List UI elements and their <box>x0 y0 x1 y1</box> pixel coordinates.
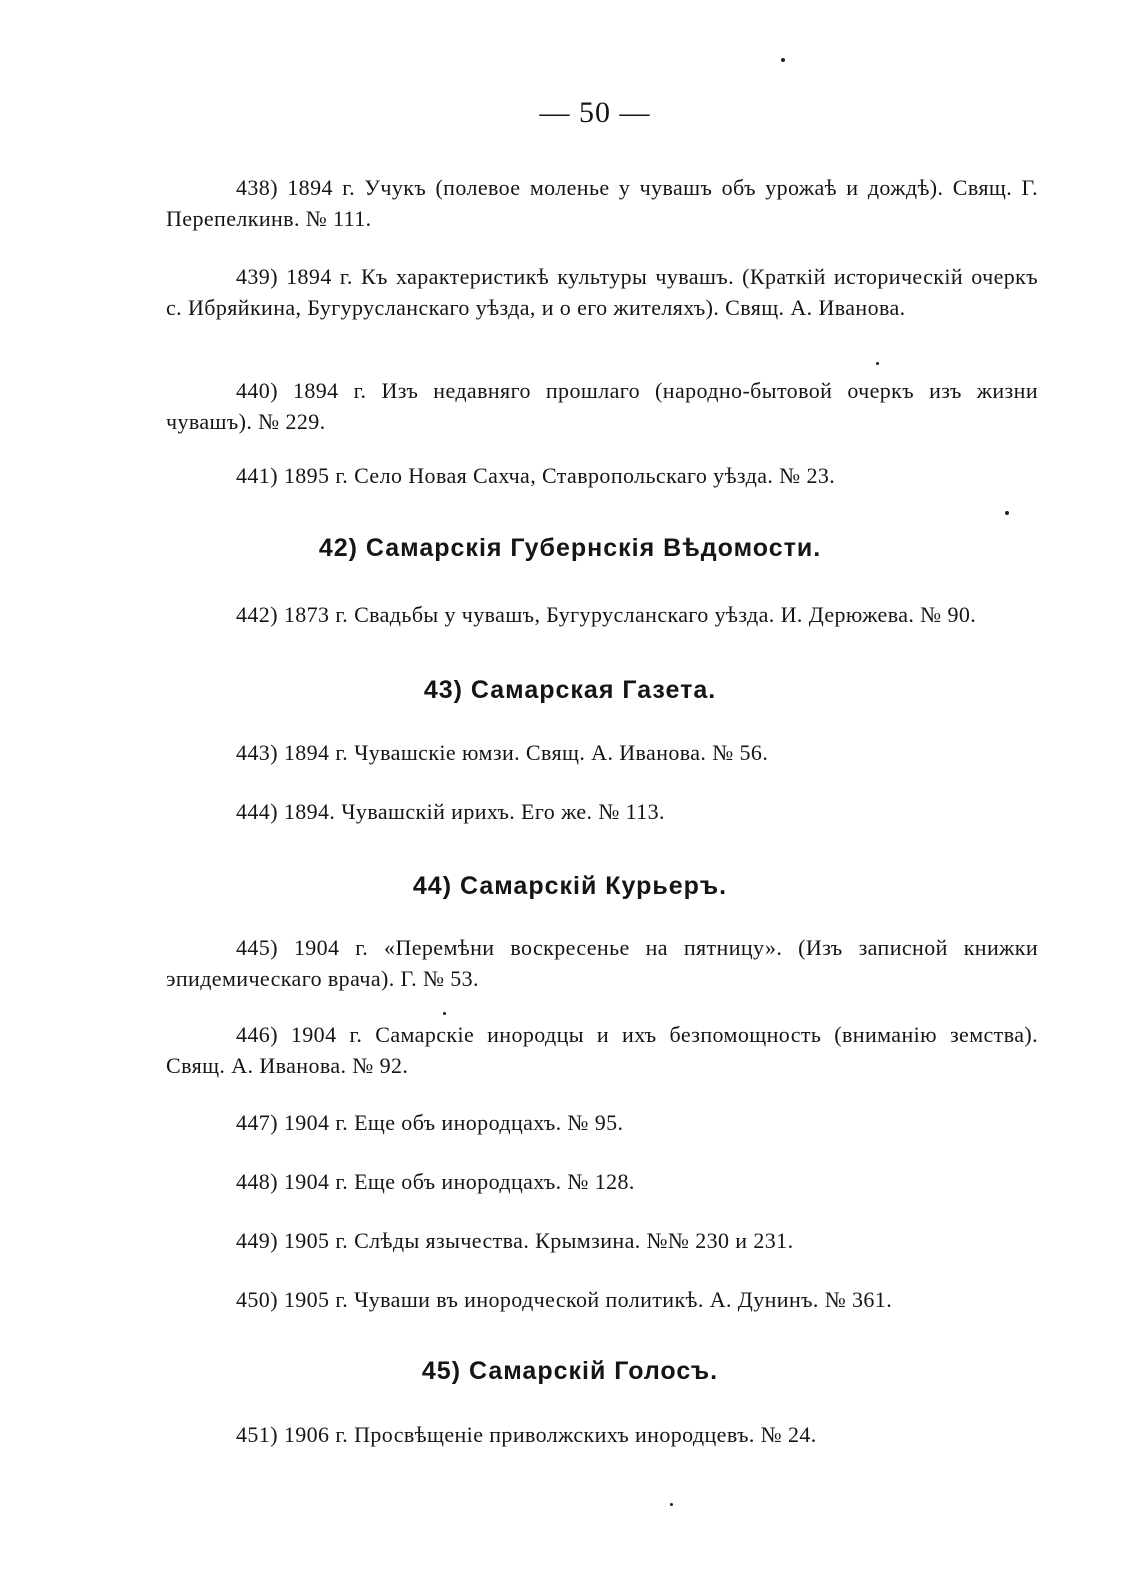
bibliography-entry-449: 449) 1905 г. Слѣды язычества. Крымзина. №№ 230 и 231. <box>236 1228 794 1253</box>
bibliography-entry-451: 451) 1906 г. Просвѣщеніе приволжскихъ инородцевъ. № 24. <box>236 1422 817 1447</box>
bibliography-entry-441: 441) 1895 г. Село Новая Сахча, Ставропольскаго уѣзда. № 23. <box>236 463 836 488</box>
section-heading-45: 45) Самарскій Голосъ. <box>421 1357 719 1385</box>
page-number: — 50 — <box>539 96 651 129</box>
bibliography-entry-445: 445) 1904 г. «Перемѣни воскресенье на пятницу». (Изъ записной книжки эпидемическаго врача). Г. № 53. <box>166 935 1038 991</box>
bibliography-entry-442: 442) 1873 г. Свадьбы у чувашъ, Бугурусланскаго уѣзда. И. Дерюжева. № 90. <box>236 602 977 627</box>
scan-speck <box>443 1012 446 1015</box>
bibliography-entry-447: 447) 1904 г. Еще объ инородцахъ. № 95. <box>236 1110 624 1135</box>
scan-speck <box>1005 511 1009 515</box>
bibliography-entry-450: 450) 1905 г. Чуваши въ инородческой политикѣ. А. Дунинъ. № 361. <box>236 1287 893 1312</box>
bibliography-entry-440: 440) 1894 г. Изъ недавняго прошлаго (народно-бытовой очеркъ изъ жизни чувашъ). № 229. <box>166 378 1038 434</box>
bibliography-entry-439: 439) 1894 г. Къ характеристикѣ культуры чувашъ. (Краткій историческій очеркъ с. Ибряйкина, Бугурусланскаго уѣзда, и о его жителяхъ). Свящ. А. Иванова. <box>166 264 1038 320</box>
section-heading-42: 42) Самарскія Губернскія Вѣдомости. <box>318 534 822 562</box>
bibliography-entry-446: 446) 1904 г. Самарскіе инородцы и ихъ безпомощность (вниманію земства). Свящ. А. Иванова. № 92. <box>166 1022 1038 1078</box>
bibliography-entry-443: 443) 1894 г. Чувашскіе юмзи. Свящ. А. Иванова. № 56. <box>236 740 769 765</box>
scan-speck <box>670 1503 673 1506</box>
section-heading-44: 44) Самарскій Курьеръ. <box>412 872 728 900</box>
bibliography-entry-448: 448) 1904 г. Еще объ инородцахъ. № 128. <box>236 1169 635 1194</box>
bibliography-entry-438: 438) 1894 г. Учукъ (полевое моленье у чувашъ объ урожаѣ и дождѣ). Свящ. Г. Перепелкинв. № 111. <box>166 175 1038 231</box>
section-heading-43: 43) Самарская Газета. <box>423 676 717 704</box>
scan-speck <box>781 58 785 62</box>
bibliography-entry-444: 444) 1894. Чувашскій ирихъ. Его же. № 113. <box>236 799 665 824</box>
scan-speck <box>876 362 879 365</box>
